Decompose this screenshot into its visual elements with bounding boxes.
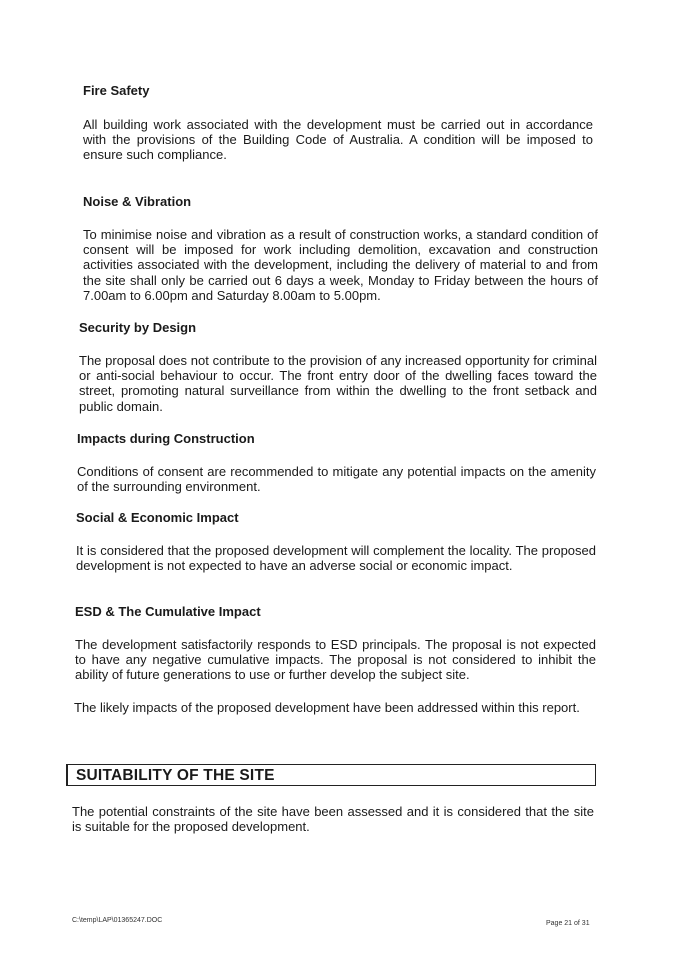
section-title-box [66,764,596,786]
heading-social-economic-impact: Social & Economic Impact [76,510,239,525]
paragraph-social-economic-impact: It is considered that the proposed development will complement the locality. The proposed development is not expected to have an adverse social or economic impact. [76,543,596,574]
heading-impacts-during-construction: Impacts during Construction [77,431,255,446]
paragraph-suitability: The potential constraints of the site have been assessed and it is considered that the site is suitable for the proposed development. [72,804,594,835]
paragraph-noise-vibration: To minimise noise and vibration as a result of construction works, a standard condition of consent will be imposed for work including demolition, excavation and construction activities associated with the development, including the delivery of material to and from the site shall only be carried out 6 days a week, Monday to Friday between the hours of 7.00am to 6.00pm and Saturday 8.00am to 5.00pm. [83,227,598,303]
paragraph-esd-cumulative-impact: The development satisfactorily responds to ESD principals. The proposal is not expected to have any negative cumulative impacts. The proposal is not considered to inhibit the ability of future generations to use or further develop the subject site. [75,637,596,683]
footer-file-path: C:\temp\LAP\01365247.DOC [72,917,163,924]
heading-noise-vibration: Noise & Vibration [83,194,192,209]
paragraph-fire-safety: All building work associated with the development must be carried out in accordance with the provisions of the Building Code of Australia. A condition will be imposed to ensure such compliance. [83,117,593,163]
footer-page-number: Page 21 of 31 [546,920,590,927]
heading-security-by-design: Security by Design [79,320,197,335]
heading-fire-safety: Fire Safety [83,83,150,98]
paragraph-impacts-during-construction: Conditions of consent are recommended to mitigate any potential impacts on the amenity of the surrounding environment. [77,464,596,495]
paragraph-likely-impacts: The likely impacts of the proposed development have been addressed within this report. [74,700,580,715]
heading-esd-cumulative-impact: ESD & The Cumulative Impact [75,604,261,619]
section-title-suitability: SUITABILITY OF THE SITE [76,767,275,784]
paragraph-security-by-design: The proposal does not contribute to the provision of any increased opportunity for criminal or anti-social behaviour to occur. The front entry door of the dwelling faces toward the street, promoting natural surveillance from within the dwelling to the front setback and public domain. [79,353,597,414]
